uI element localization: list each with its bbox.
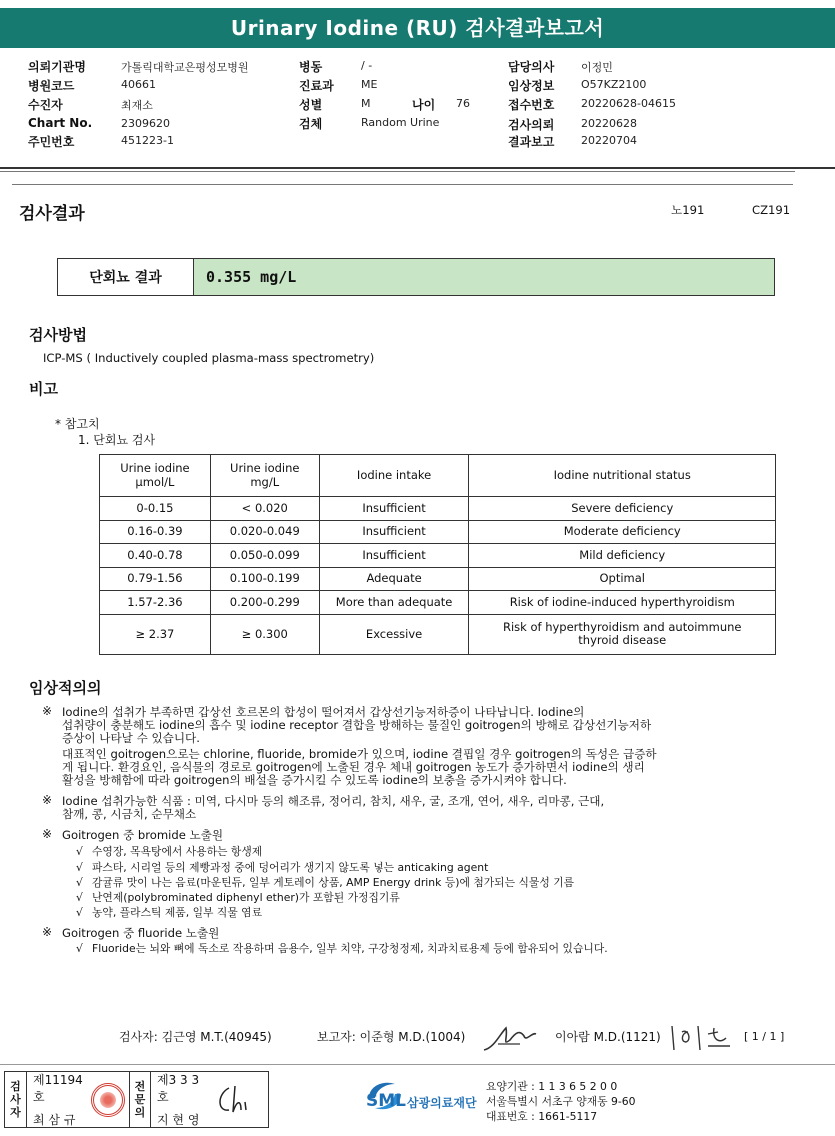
reference-table (99, 454, 776, 655)
result-box (57, 258, 775, 296)
info-value: Random Urine (361, 116, 440, 129)
table-cell: Mild deficiency (469, 544, 776, 568)
check-mark: √ (76, 845, 83, 858)
table-cell: 0.40-0.78 (100, 544, 211, 568)
reference-mark: ※ (42, 827, 53, 841)
table-row (100, 544, 776, 568)
table-cell: Moderate deficiency (469, 520, 776, 544)
table-cell: 0.79-1.56 (100, 567, 211, 591)
code-2: CZ191 (752, 203, 791, 217)
table-cell: ≥ 2.37 (100, 614, 211, 654)
info-value: 40661 (121, 78, 156, 91)
table-row (100, 591, 776, 615)
info-value: O57KZ2100 (581, 78, 647, 91)
check-mark: √ (76, 861, 83, 874)
check-mark: √ (76, 906, 83, 919)
info-value: 451223-1 (121, 134, 174, 147)
results-title: 검사결과 (19, 204, 85, 224)
organization-phone: 대표번호 : 1661-5117 (486, 1110, 598, 1123)
clinical-text: 증상이 나타날 수 있습니다. (62, 731, 200, 745)
info-label: 병동 (299, 60, 323, 74)
info-value: / - (361, 59, 373, 72)
table-cell: 0.100-0.199 (210, 567, 319, 591)
info-label: 담당의사 (508, 60, 555, 74)
report-title: Urinary Iodine (RU) 검사결과보고서 (0, 8, 835, 48)
info-value: 이정민 (581, 61, 613, 74)
doctor-signature: 이아람 M.D.(1121) (555, 1030, 661, 1044)
bromide-item: 농약, 플라스틱 제품, 일부 직물 염료 (92, 906, 263, 919)
table-cell: Optimal (469, 567, 776, 591)
handwritten-signature-icon (213, 1080, 253, 1120)
bromide-title: Goitrogen 중 bromide 노출원 (62, 828, 224, 842)
divider (0, 167, 835, 169)
examiner-name: 최 삼 규 (33, 1113, 76, 1127)
sml-logo-text: SML (366, 1091, 406, 1111)
examiner-vertical-label: 검 사 자 (5, 1072, 27, 1127)
bromide-item: 수영장, 목욕탕에서 사용하는 항생제 (92, 845, 263, 858)
examiner-signature: 검사자: 김근영 M.T.(40945) (119, 1030, 272, 1044)
table-cell: 0.200-0.299 (210, 591, 319, 615)
header-umol: Urine iodine μmol/L (100, 455, 211, 497)
clinical-text: Iodine 섭취가능한 식품 : 미역, 다시마 등의 해조류, 정어리, 참치, 새우, 굴, 조개, 연어, 새우, 리마콩, 근대, (62, 794, 605, 808)
info-label: 진료과 (299, 79, 334, 93)
table-cell: ≥ 0.300 (210, 614, 319, 654)
info-value: 20220628-04615 (581, 97, 676, 110)
divider (0, 1064, 835, 1065)
table-cell: Adequate (319, 567, 469, 591)
clinical-text: Iodine의 섭취가 부족하면 갑상선 호르몬의 합성이 떨어져서 갑상선기능저하증이 나타납니다. Iodine의 (62, 705, 585, 719)
table-cell: 0-0.15 (100, 497, 211, 521)
info-label: 성별 (299, 98, 323, 112)
table-row (100, 614, 776, 654)
page-number: [ 1 / 1 ] (744, 1030, 785, 1043)
info-label: 접수번호 (508, 98, 555, 112)
age-value: 76 (456, 97, 470, 110)
table-cell: < 0.020 (210, 497, 319, 521)
method-title: 검사방법 (29, 326, 87, 344)
table-cell: Insufficient (319, 544, 469, 568)
header-intake: Iodine intake (319, 455, 469, 497)
divider (0, 171, 795, 172)
seal-icon (91, 1083, 125, 1117)
result-label: 단회뇨 결과 (58, 259, 194, 295)
table-cell: 0.050-0.099 (210, 544, 319, 568)
table-cell: Insufficient (319, 520, 469, 544)
info-value: 20220704 (581, 134, 637, 147)
clinical-text: 게 됩니다. 환경요인, 음식물의 경로로 goitrogen에 노출된 경우 체내 goitrogen 농도가 증가하면서 iodine의 생리 (62, 760, 645, 774)
info-label: 의뢰기관명 (28, 60, 86, 74)
info-value: 가톨릭대학교은평성모병원 (121, 61, 249, 74)
table-cell: 1.57-2.36 (100, 591, 211, 615)
remarks-title: 비고 (29, 380, 58, 398)
method-text: ICP-MS ( Inductively coupled plasma-mass spectrometry) (43, 351, 375, 365)
reference-mark: ※ (42, 925, 53, 939)
table-cell: Excessive (319, 614, 469, 654)
table-header-row (100, 455, 776, 497)
info-label: Chart No. (28, 116, 93, 130)
table-cell: Insufficient (319, 497, 469, 521)
info-label: 수진자 (28, 98, 63, 112)
table-cell: Severe deficiency (469, 497, 776, 521)
info-label: 검사의뢰 (508, 118, 555, 132)
specialist-name: 지 현 영 (157, 1113, 200, 1127)
specialist-cert (151, 1072, 213, 1127)
clinical-text: 섭취량이 충분해도 iodine의 흡수 및 iodine receptor 결합을 방해하는 물질인 goitrogen의 방해로 갑상선기능저하 (62, 718, 652, 732)
specialist-license: 제3 3 3 호 (157, 1073, 200, 1104)
info-value: 2309620 (121, 117, 170, 130)
table-cell: Risk of iodine-induced hyperthyroidism (469, 591, 776, 615)
reporter-signature: 보고자: 이준형 M.D.(1004) (317, 1030, 466, 1044)
age-label: 나이 (412, 98, 436, 112)
table-row (100, 567, 776, 591)
info-value: ME (361, 78, 378, 91)
organization-name: 삼광의료재단 (407, 1096, 477, 1110)
bromide-item: 파스타, 시리얼 등의 제빵과정 중에 덩어리가 생기지 않도록 넣는 anticaking agent (92, 861, 489, 874)
table-cell: More than adequate (319, 591, 469, 615)
table-cell: 0.020-0.049 (210, 520, 319, 544)
info-label: 임상정보 (508, 79, 555, 93)
header-status: Iodine nutritional status (469, 455, 776, 497)
clinical-title: 임상적의의 (29, 679, 102, 697)
info-value: 최재소 (121, 99, 153, 112)
fluoride-item: Fluoride는 뇌와 뼈에 독소로 작용하며 음용수, 일부 치약, 구강청정제, 치과치료용제 등에 함유되어 있습니다. (92, 942, 608, 955)
reference-mark: ※ (42, 793, 53, 807)
check-mark: √ (76, 876, 83, 889)
header-mg: Urine iodine mg/L (210, 455, 319, 497)
bromide-item: 난연제(polybrominated diphenyl ether)가 포함된 가정집기류 (92, 891, 400, 904)
clinical-text: 참깨, 콩, 시금치, 순무채소 (62, 807, 197, 821)
reference-subheading: 1. 단회뇨 검사 (78, 433, 156, 447)
check-mark: √ (76, 942, 83, 955)
code-1: 노191 (671, 203, 705, 217)
handwritten-signature-icon (668, 1020, 734, 1054)
clinical-text: 대표적인 goitrogen으로는 chlorine, fluoride, bromide가 있으며, iodine 결핍일 경우 goitrogen의 독성은 급증하 (62, 747, 657, 761)
reference-mark: ※ (42, 704, 53, 718)
table-cell: 0.16-0.39 (100, 520, 211, 544)
result-value: 0.355 mg/L (194, 259, 774, 295)
info-value: M (361, 97, 371, 110)
examiner-license: 제11194호 (33, 1073, 83, 1104)
fluoride-title: Goitrogen 중 fluoride 노출원 (62, 926, 220, 940)
info-label: 병원코드 (28, 79, 75, 93)
table-cell: Risk of hyperthyroidism and autoimmune thyroid disease (469, 614, 776, 654)
certification-box (4, 1071, 269, 1128)
check-mark: √ (76, 891, 83, 904)
table-row (100, 520, 776, 544)
info-label: 주민번호 (28, 135, 75, 149)
info-label: 검체 (299, 117, 323, 131)
table-row (100, 497, 776, 521)
examiner-cert (27, 1072, 87, 1127)
clinical-text: 활성을 방해함에 따라 goitrogen의 배설을 증가시킬 수 있도록 iodine의 보충을 증가시켜야 합니다. (62, 773, 567, 787)
specialist-vertical-label: 전 문 의 (129, 1072, 151, 1127)
reference-heading: * 참고치 (55, 417, 100, 431)
bromide-item: 감귤류 맛이 나는 음료(마운틴듀, 일부 게토레이 상품, AMP Energy drink 등)에 첨가되는 식물성 기름 (92, 876, 575, 889)
divider (12, 184, 793, 185)
info-label: 결과보고 (508, 135, 555, 149)
organization-code: 요양기관 : 1 1 3 6 5 2 0 0 (486, 1080, 618, 1093)
handwritten-signature-icon (480, 1018, 540, 1056)
info-value: 20220628 (581, 117, 637, 130)
organization-address: 서울특별시 서초구 양재동 9-60 (486, 1095, 636, 1108)
